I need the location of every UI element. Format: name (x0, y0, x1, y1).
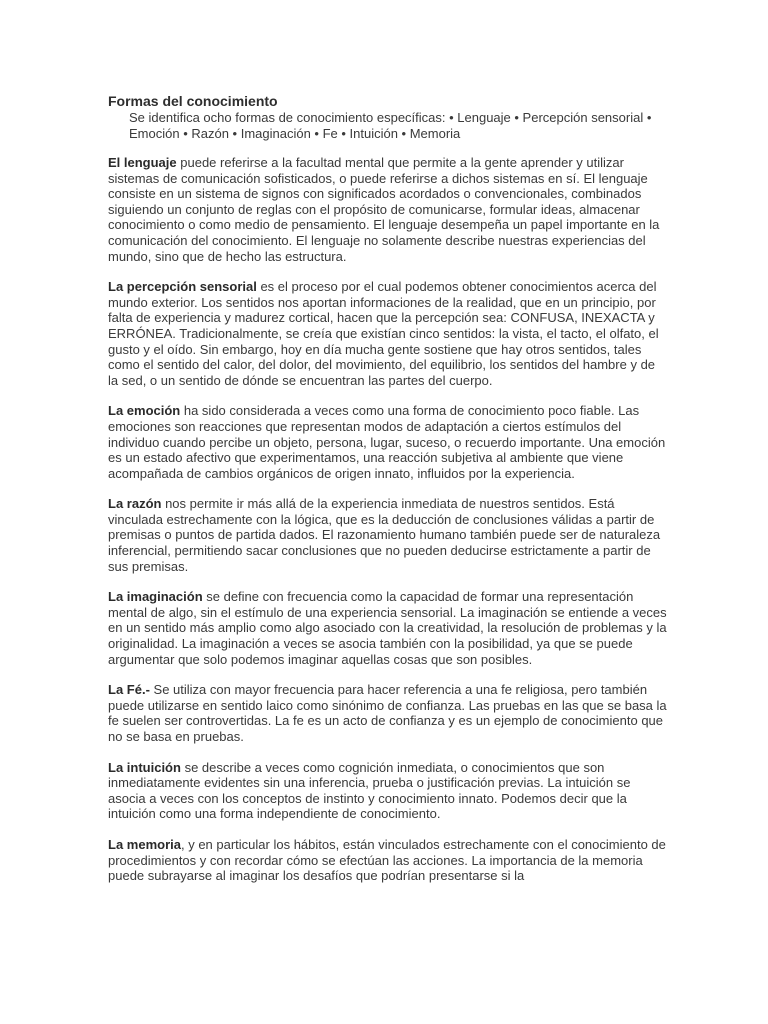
section-lenguaje (108, 155, 668, 264)
section-text: nos permite ir más allá de la experiencia inmediata de nuestros sentidos. Está vinculada estrechamente con la lógica, que es la deducción de conclusiones válidas a partir de premisas o puntos de partida dados. El razonamiento humano también puede ser de naturaleza inferencial, permitiendo sacar conclusiones que no pueden deducirse estrictamente a partir de sus premisas. (108, 496, 661, 574)
section-text: ha sido considerada a veces como una forma de conocimiento poco fiable. Las emociones son reacciones que representan modos de adaptación a ciertos estímulos del individuo cuando percibe un objeto, persona, lugar, suceso, o recuerdo importante. Una emoción es un estado afectivo que experimentamos, una reacción subjetiva al ambiente que viene acompañada de cambios orgánicos de origen innato, influidos por la experiencia. (108, 403, 666, 481)
section-term: La razón (108, 496, 162, 512)
section-term: La imaginación (108, 589, 203, 605)
section-intuicion (108, 760, 668, 822)
section-term: La emoción (108, 403, 181, 419)
section-fe (108, 682, 668, 744)
section-text: se define con frecuencia como la capacidad de formar una representación mental de algo, sin el estímulo de una experiencia sensorial. La imaginación se entiende a veces en un sentido más amplio como algo asociado con la creatividad, la resolución de problemas y la originalidad. La imaginación a veces se asocia también con la posibilidad, ya que se puede argumentar que solo podemos imaginar aquellas cosas que son posibles. (108, 589, 667, 667)
section-text: puede referirse a la facultad mental que permite a la gente aprender y utilizar sistemas de comunicación sofisticados, o puede referirse a dichos sistemas en sí. El lenguaje consiste en un sistema de signos con significados acordados o convencionales, combinados siguiendo un conjunto de reglas con el propósito de comunicarse, formular ideas, almacenar conocimiento o como medio de pensamiento. El lenguaje desempeña un papel importante en la comunicación del conocimiento. El lenguaje no solamente describe nuestras experiencias del mundo, sino que de hecho las estructura. (108, 155, 660, 264)
section-emocion (108, 403, 668, 481)
intro-paragraph: Se identifica ocho formas de conocimiento específicas: • Lenguaje • Percepción sensorial • Emoción • Razón • Imaginación • Fe • Intuición • Memoria (129, 110, 652, 141)
section-text: , y en particular los hábitos, están vinculados estrechamente con el conocimiento de procedimientos y con recordar cómo se efectúan las acciones. La importancia de la memoria puede subrayarse al imaginar los desafíos que podrían presentarse si la (108, 836, 666, 884)
section-memoria (108, 837, 668, 884)
section-razon (108, 496, 668, 574)
section-text: se describe a veces como cognición inmediata, o conocimientos que son inmediatamente evidentes sin una inferencia, prueba o justificación previas. La intuición se asocia a veces con los conceptos de instinto y conocimiento innato. Podemos decir que la intuición como una forma independiente de conocimiento. (108, 759, 631, 822)
section-term: La memoria (108, 836, 181, 852)
section-text: es el proceso por el cual podemos obtener conocimientos acerca del mundo exterior. Los sentidos nos aportan informaciones de la realidad, que en un principio, por falta de experiencia y madurez cortical, hacen que la percepción sea: CONFUSA, INEXACTA y ERRÓNEA. Tradicionalmente, se creía que existían cinco sentidos: la vista, el tacto, el olfato, el gusto y el oído. Sin embargo, hoy en día mucha gente sostiene que hay otros sentidos, tales como el sentido del calor, del dolor, del movimiento, del equilibrio, los sentidos del hambre y de la sed, o un sentido de dónde se encuentran las partes del cuerpo. (108, 279, 659, 388)
section-text: Se utiliza con mayor frecuencia para hacer referencia a una fe religiosa, pero también puede utilizarse en sentido laico como sinónimo de confianza. Las pruebas en las que se basa la fe suelen ser controvertidas. La fe es un acto de confianza y es un ejemplo de conocimiento que no se basa en pruebas. (108, 682, 667, 744)
section-term: La Fé.- (108, 682, 150, 698)
section-term: La intuición (108, 759, 181, 775)
document-title: Formas del conocimiento (108, 93, 278, 109)
section-term: El lenguaje (108, 155, 177, 170)
document-page (108, 92, 668, 884)
section-percepcion-sensorial (108, 279, 668, 388)
section-imaginacion (108, 589, 668, 667)
section-term: La percepción sensorial (108, 279, 257, 295)
